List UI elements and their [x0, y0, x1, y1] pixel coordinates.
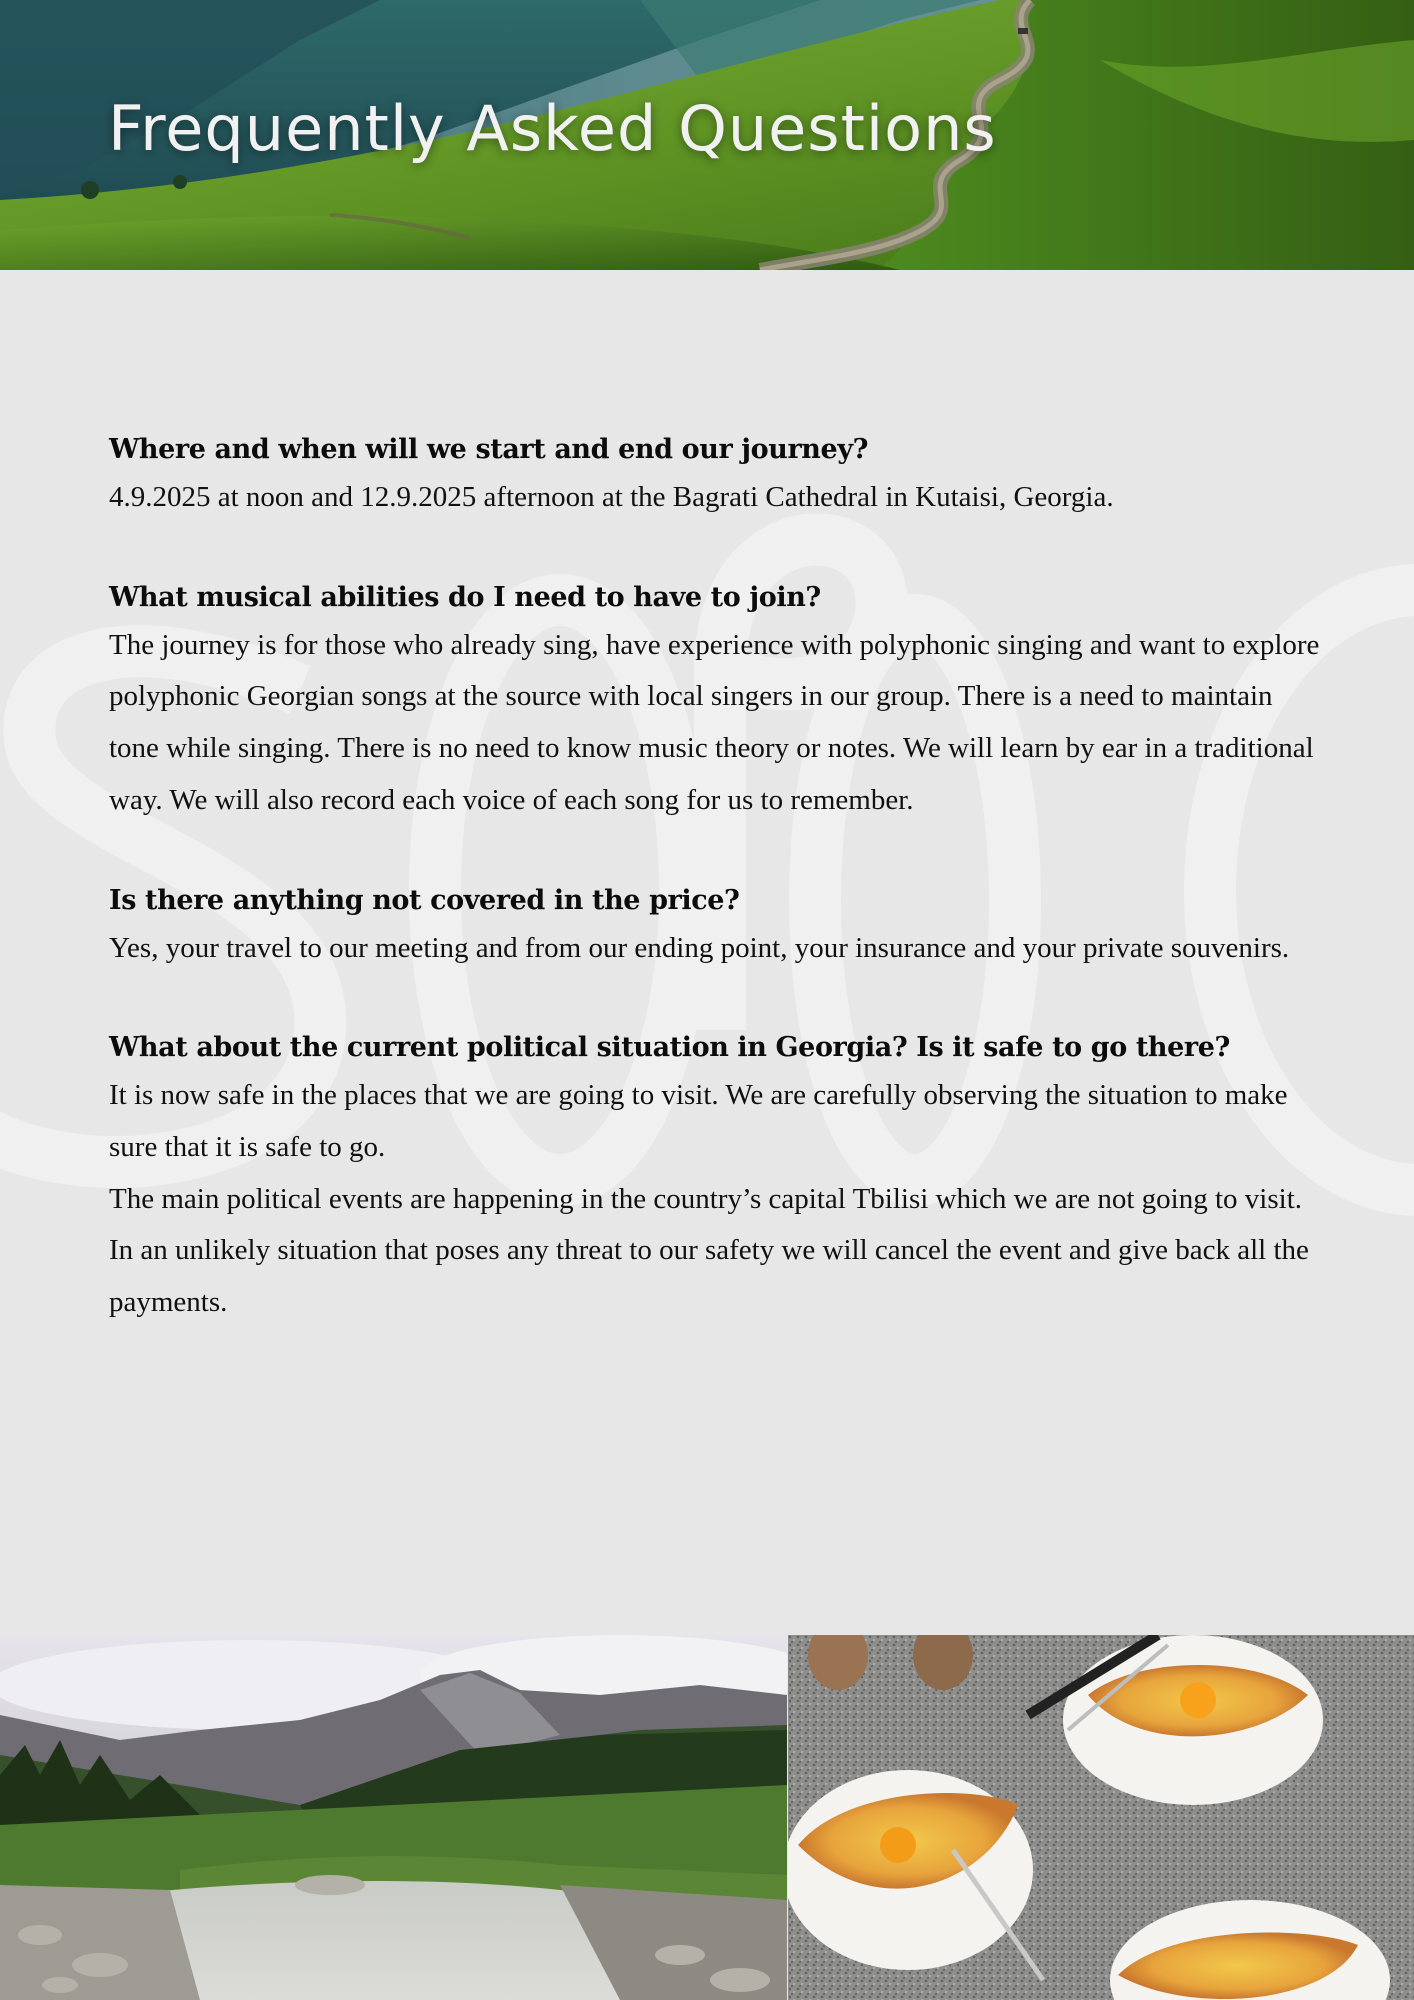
- khachapuri-photo: [788, 1635, 1414, 2000]
- photo-strip: [0, 1635, 1414, 2000]
- faq-list: [109, 428, 1329, 1381]
- faq-question: Is there anything not covered in the price?: [109, 884, 740, 916]
- hero-banner: [0, 0, 1414, 270]
- faq-answer: It is now safe in the places that we are going to visit. We are carefully observing the situation to make sure that it is safe to go.: [109, 1079, 1288, 1163]
- faq-answer: The journey is for those who already sing, have experience with polyphonic singing and want to explore polyphonic Georgian songs at the source with local singers in our group. There is a need to maintain tone while singing. There is no need to know music theory or notes. We will learn by ear in a traditional way. We will also record each voice of each song for us to remember.: [109, 628, 1320, 816]
- faq-item: [109, 428, 1329, 524]
- faq-item: [109, 1026, 1329, 1329]
- page-title: Frequently Asked Questions: [108, 92, 997, 165]
- faq-question: What musical abilities do I need to have to join?: [109, 581, 821, 613]
- faq-answer: The main political events are happening in the country’s capital Tbilisi which we are not going to visit. In an unlikely situation that poses any threat to our safety we will cancel the event and give back all the payments.: [109, 1182, 1309, 1319]
- faq-item: [109, 879, 1329, 975]
- mountain-river-photo: [0, 1635, 787, 2000]
- faq-item: [109, 576, 1329, 827]
- faq-question: What about the current political situation in Georgia? Is it safe to go there?: [109, 1032, 1230, 1064]
- faq-answer: 4.9.2025 at noon and 12.9.2025 afternoon at the Bagrati Cathedral in Kutaisi, Georgia.: [109, 481, 1114, 513]
- faq-question: Where and when will we start and end our journey?: [109, 434, 869, 465]
- faq-answer: Yes, your travel to our meeting and from our ending point, your insurance and your private souvenirs.: [109, 931, 1290, 964]
